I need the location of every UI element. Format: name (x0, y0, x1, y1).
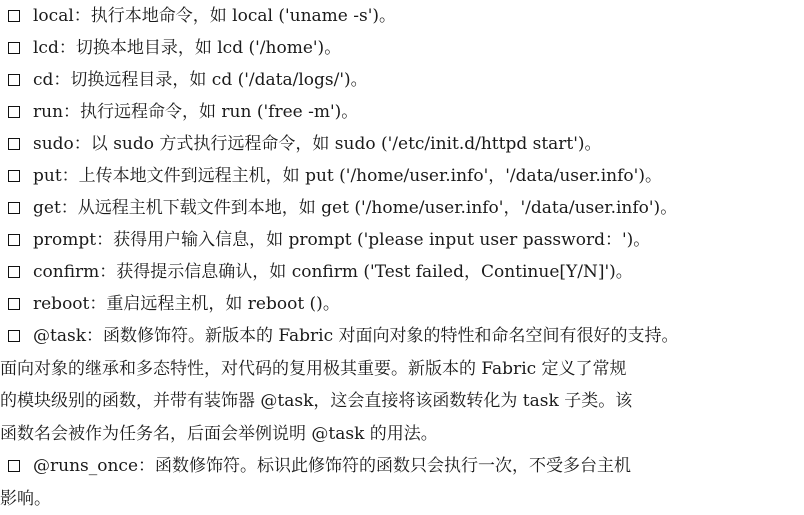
item-text: confirm：获得提示信息确认，如 confirm ('Test failed，Continue[Y/N]')。 (33, 256, 633, 289)
checkbox-icon (8, 298, 20, 310)
checkbox-icon (8, 42, 20, 54)
checkbox-icon (8, 330, 20, 342)
item-text: cd：切换远程目录，如 cd ('/data/logs/')。 (33, 64, 368, 97)
list-item-runs-once (0, 450, 800, 515)
checkbox-icon (8, 74, 20, 86)
item-text-line: 的模块级别的函数，并带有装饰器 @task，这会直接将该函数转化为 task 子类。该 (0, 385, 800, 418)
item-text: sudo：以 sudo 方式执行远程命令，如 sudo ('/etc/init.d/httpd start')。 (33, 128, 602, 161)
item-text: lcd：切换本地目录，如 lcd ('/home')。 (33, 32, 341, 65)
checkbox-icon (8, 234, 20, 246)
checkbox-icon (8, 266, 20, 278)
item-text-line: @runs_once：函数修饰符。标识此修饰符的函数只会执行一次，不受多台主机 (0, 450, 800, 483)
item-text: reboot：重启远程主机，如 reboot ()。 (33, 288, 340, 321)
checkbox-icon (8, 138, 20, 150)
item-text: prompt：获得用户输入信息，如 prompt ('please input user password：')。 (33, 224, 650, 257)
item-text: local：执行本地命令，如 local ('uname -s')。 (33, 0, 396, 33)
checkbox-icon (8, 170, 20, 182)
checkbox-icon (8, 202, 20, 214)
item-text-line: @task：函数修饰符。新版本的 Fabric 对面向对象的特性和命名空间有很好的支持。 (0, 320, 800, 353)
item-text-line: 函数名会被作为任务名，后面会举例说明 @task 的用法。 (0, 418, 800, 451)
item-text-line: 影响。 (0, 483, 800, 515)
checkbox-icon (8, 10, 20, 22)
item-text: run：执行远程命令，如 run ('free -m')。 (33, 96, 358, 129)
item-text-line: 面向对象的继承和多态特性，对代码的复用极其重要。新版本的 Fabric 定义了常规 (0, 353, 800, 386)
checkbox-icon (8, 106, 20, 118)
item-text: put：上传本地文件到远程主机，如 put ('/home/user.info'，'/data/user.info')。 (33, 160, 662, 193)
checkbox-icon (8, 460, 20, 472)
item-text: get：从远程主机下载文件到本地，如 get ('/home/user.info'，'/data/user.info')。 (33, 192, 677, 225)
list-item-task (0, 320, 800, 450)
